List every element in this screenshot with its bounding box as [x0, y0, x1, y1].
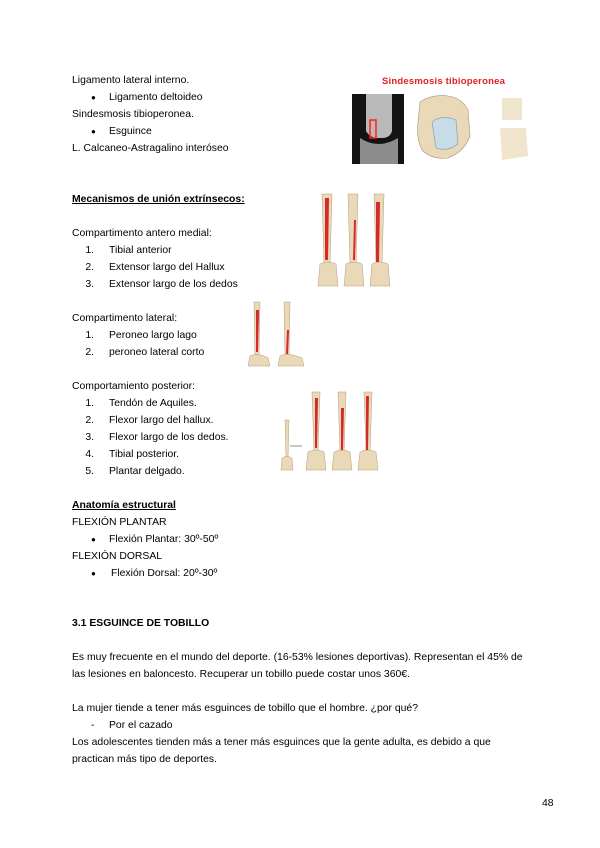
- list-number: 4.: [85, 449, 94, 460]
- list-number: 2.: [85, 347, 94, 358]
- calcaneo-astragalino: L. Calcaneo-Astragalino interóseo: [72, 143, 229, 154]
- list-number: 2.: [85, 262, 94, 273]
- list-item: Plantar delgado.: [109, 466, 185, 477]
- list-item: Tibial anterior: [109, 245, 172, 256]
- posterior-muscles-figure: [280, 388, 380, 474]
- esguince-item: Esguince: [109, 126, 152, 137]
- esguince-section-title: 3.1 ESGUINCE DE TOBILLO: [72, 618, 210, 629]
- bullet-dot: ●: [91, 127, 96, 136]
- mecanismos-title: Mecanismos de unión extrínsecos:: [72, 194, 245, 205]
- list-item: Flexor largo de los dedos.: [109, 432, 229, 443]
- flexion-dorsal-value: Flexión Dorsal: 20º-30º: [111, 568, 218, 579]
- list-item: Tendón de Aquiles.: [109, 398, 197, 409]
- adolescentes-line: Los adolescentes tienden más a tener más esguinces que la gente adulta, es debido a que: [72, 737, 491, 748]
- lateral-heading: Compartimento lateral:: [72, 313, 178, 324]
- posterior-heading: Comportamiento posterior:: [72, 381, 196, 392]
- lateral-muscles-figure: [246, 300, 312, 370]
- list-number: 3.: [85, 432, 94, 443]
- list-number: 1.: [85, 398, 94, 409]
- bullet-dot: ●: [91, 535, 96, 544]
- flexion-dorsal-heading: FLEXIÓN DORSAL: [72, 551, 163, 562]
- list-item: Tibial posterior.: [109, 449, 180, 460]
- esguince-paragraph-line: las lesiones en baloncesto. Recuperar un tobillo puede costar unos 360€.: [72, 669, 410, 680]
- sindesmosis-figure: [352, 76, 532, 166]
- list-number: 1.: [85, 330, 94, 341]
- list-number: 2.: [85, 415, 94, 426]
- antero-medial-heading: Compartimento antero medial:: [72, 228, 212, 239]
- list-item: Extensor largo de los dedos: [109, 279, 238, 290]
- list-item: Peroneo largo lago: [109, 330, 197, 341]
- mujer-question: La mujer tiende a tener más esguinces de tobillo que el hombre. ¿por qué?: [72, 703, 418, 714]
- ligamento-lateral-interno: Ligamento lateral interno.: [72, 75, 190, 86]
- antero-medial-muscles-figure: [316, 190, 396, 290]
- sindesmosis-caption: Sindesmosis tibioperonea: [382, 76, 506, 87]
- list-item: Extensor largo del Hallux: [109, 262, 225, 273]
- ligamento-deltoideo: Ligamento deltoideo: [109, 92, 203, 103]
- flexion-plantar-heading: FLEXIÓN PLANTAR: [72, 517, 167, 528]
- esguince-paragraph-line: Es muy frecuente en el mundo del deporte. (16-53% lesiones deportivas). Representan el 45% de: [72, 652, 523, 663]
- bullet-dot: ●: [91, 569, 96, 578]
- list-number: 3.: [85, 279, 94, 290]
- list-number: 5.: [85, 466, 94, 477]
- bullet-dot: ●: [91, 93, 96, 102]
- anatomia-title: Anatomía estructural: [72, 500, 176, 511]
- sindesmosis-tibioperonea: Sindesmosis tibioperonea.: [72, 109, 194, 120]
- list-item: peroneo lateral corto: [109, 347, 205, 358]
- adolescentes-line: practican más tipo de deportes.: [72, 754, 217, 765]
- ankle-xray-illustration: [352, 76, 532, 166]
- dash-marker: -: [91, 720, 95, 731]
- list-item: Flexor largo del hallux.: [109, 415, 214, 426]
- dash-item: Por el cazado: [109, 720, 173, 731]
- list-number: 1.: [85, 245, 94, 256]
- flexion-plantar-value: Flexión Plantar: 30º-50º: [109, 534, 219, 545]
- page-number: 48: [542, 798, 554, 809]
